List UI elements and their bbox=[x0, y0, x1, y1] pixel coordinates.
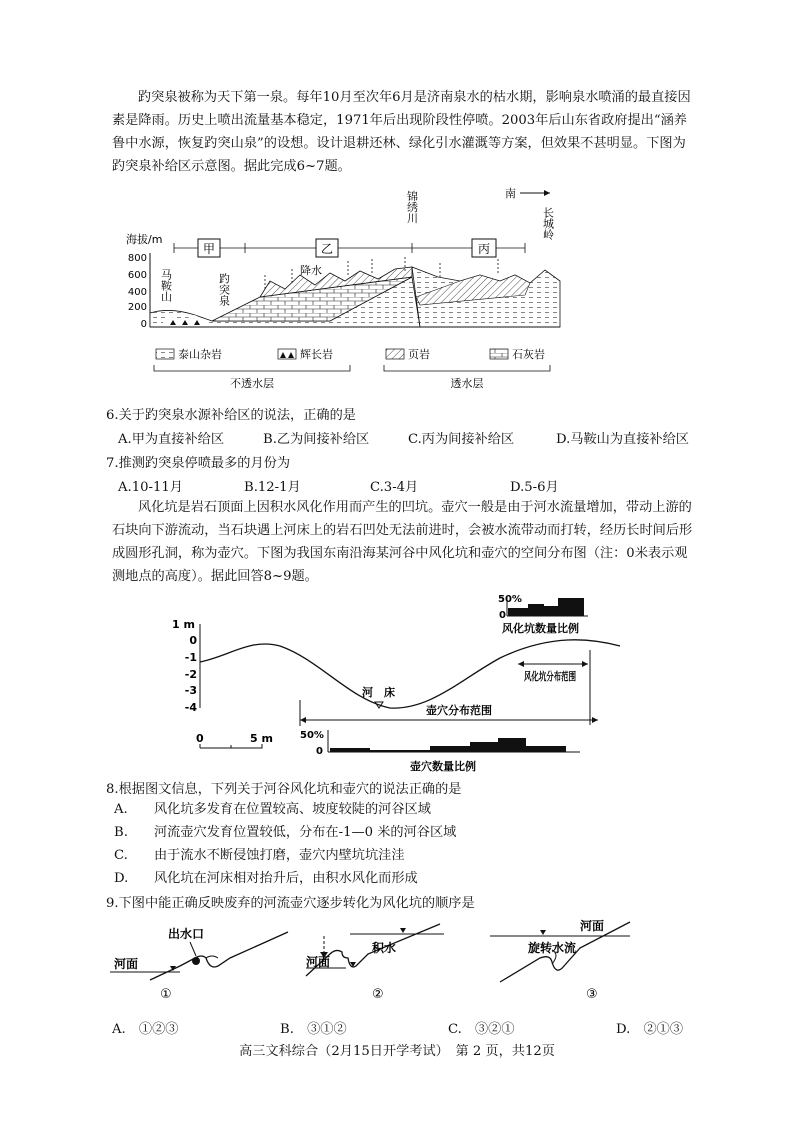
q7-option-d[interactable]: D.5-6月 bbox=[510, 480, 559, 495]
legend-permeable: 透水层 bbox=[450, 377, 484, 390]
legend-taishan: 泰山杂岩 bbox=[178, 348, 222, 361]
zero-top: 0 bbox=[499, 610, 506, 621]
q6-option-c[interactable]: C.丙为间接补给区 bbox=[408, 432, 515, 447]
water-surface-label-2: 河面 bbox=[306, 955, 331, 969]
rain-label: 降水 bbox=[300, 264, 322, 277]
pond-label: 积水 bbox=[372, 941, 397, 955]
y-axis-label: 海拔/m bbox=[126, 233, 163, 246]
q9-stem: 9.下图中能正确反映废弃的河流壶穴逐步转化为风化坑的顺序是 bbox=[106, 896, 475, 911]
passage-2: 风化坑是岩石顶面上因积水风化作用而产生的凹坑。壶穴一般是由于河水流量增加，带动上游的石块向下游流动，当石块遇上河床上的岩石凹处无法前进时，会被水流带动而打转，经历长时间后形成圆形孔洞，称为壶穴。下图为我国东南沿海某河谷中风化坑和壶穴的空间分布图（注：0米表示观测地点的高度）。据此回答8~9题。 bbox=[112, 500, 693, 584]
pit-ratio-title: 风化坑数量比例 bbox=[502, 622, 579, 635]
q7-option-c[interactable]: C.3-4月 bbox=[370, 480, 419, 495]
scale-five: 5 m bbox=[250, 732, 273, 745]
zone-yi: 乙 bbox=[320, 242, 334, 256]
q8-option-a[interactable] bbox=[114, 798, 456, 821]
figure-1-spring-recharge bbox=[120, 185, 570, 397]
pct-top: 50% bbox=[498, 594, 522, 605]
legend-limestone: 石灰岩 bbox=[512, 348, 545, 361]
y-unit: 1 m bbox=[172, 618, 195, 631]
figure-3-pothole-sequence bbox=[110, 914, 670, 1004]
tick: -1 bbox=[184, 651, 197, 664]
legend-gabbro: 辉长岩 bbox=[300, 348, 333, 361]
water-surface-label-3: 河面 bbox=[580, 919, 605, 933]
riverbed-label: 河 床 bbox=[362, 686, 395, 699]
panel-number-1: ① bbox=[160, 987, 172, 1002]
option-text: 由于流水不断侵蚀打磨，壶穴内壁坑坑洼洼 bbox=[154, 848, 405, 863]
tick: -2 bbox=[184, 668, 197, 681]
pothole-ratio-title: 壶穴数量比例 bbox=[410, 760, 476, 773]
q7-option-a[interactable]: A.10-11月 bbox=[118, 480, 183, 495]
q8-stem: 8.根据图文信息，下列关于河谷风化坑和壶穴的说法正确的是 bbox=[106, 782, 462, 797]
tick: -3 bbox=[184, 684, 197, 697]
zero-bot: 0 bbox=[316, 746, 323, 757]
spring-label: 趵突泉 bbox=[217, 273, 231, 306]
tick: -4 bbox=[184, 701, 197, 714]
pit-range-label: 风化坑分布范围 bbox=[524, 670, 601, 683]
tick: 200 bbox=[127, 302, 147, 313]
option-text: 河流壶穴发育位置较低，分布在-1—0 米的河谷区域 bbox=[154, 825, 457, 840]
pothole-range-label: 壶穴分布范围 bbox=[426, 704, 492, 717]
page-footer: 高三文科综合（2月15日开学考试） 第 2 页，共12页 bbox=[239, 1044, 555, 1059]
outlet-label: 出水口 bbox=[168, 927, 205, 941]
tick: 0 bbox=[140, 319, 147, 330]
option-text: 风化坑在河床相对抬升后，由积水风化而形成 bbox=[154, 871, 418, 886]
panel-number-2: ② bbox=[372, 987, 384, 1002]
tick: 400 bbox=[127, 287, 147, 298]
option-letter: C. bbox=[114, 848, 128, 863]
q9-option-d[interactable]: D. ②①③ bbox=[616, 1022, 684, 1037]
zone-jia: 甲 bbox=[202, 242, 216, 256]
legend-impermeable: 不透水层 bbox=[230, 377, 274, 390]
q6-stem: 6.关于趵突泉水源补给区的说法，正确的是 bbox=[106, 408, 356, 423]
q9-option-c[interactable]: C. ③②① bbox=[448, 1022, 515, 1037]
water-surface-label-1: 河面 bbox=[114, 957, 139, 971]
figure-2-valley-profile bbox=[170, 590, 640, 775]
legend-shale: 页岩 bbox=[408, 348, 430, 361]
zone-bing: 丙 bbox=[477, 242, 491, 256]
tick: 600 bbox=[127, 270, 147, 281]
mountain-label: 马鞍山 bbox=[159, 269, 173, 302]
q7-option-b[interactable]: B.12-1月 bbox=[244, 480, 301, 495]
q8-option-c[interactable] bbox=[114, 844, 456, 867]
option-letter: B. bbox=[114, 825, 128, 840]
q6-option-a[interactable]: A.甲为直接补给区 bbox=[118, 432, 225, 447]
q6-option-b[interactable]: B.乙为间接补给区 bbox=[263, 432, 370, 447]
q7-stem: 7.推测趵突泉停喷最多的月份为 bbox=[106, 456, 291, 471]
passage-1: 趵突泉被称为天下第一泉。每年10月至次年6月是济南泉水的枯水期，影响泉水喷涌的最直接因素是降雨。历史上喷出流量基本稳定，1971年后出现阶段性停喷。2003年后山东省政府提出“涵养鲁中水源，恢复趵突山泉”的设想。设计退耕还林、绿化引水灌溉等方案，但效果不甚明显。下图为趵突泉补给区示意图。据此完成6~7题。 bbox=[112, 90, 691, 174]
pct-bot: 50% bbox=[300, 730, 324, 741]
river-label: 锦绣川 bbox=[405, 190, 419, 224]
q9-option-a[interactable]: A. ①②③ bbox=[112, 1022, 179, 1037]
tick: 800 bbox=[127, 253, 147, 264]
option-letter: A. bbox=[114, 802, 128, 817]
panel-number-3: ③ bbox=[586, 987, 598, 1002]
tick: 0 bbox=[189, 634, 197, 647]
q9-option-b[interactable]: B. ③①② bbox=[280, 1022, 347, 1037]
scale-zero: 0 bbox=[196, 732, 204, 745]
q8-option-b[interactable] bbox=[114, 821, 456, 844]
ridge-label: 长城岭 bbox=[541, 207, 555, 240]
q6-option-d[interactable]: D.马鞍山为直接补给区 bbox=[556, 432, 689, 447]
south-label: 南 bbox=[505, 187, 516, 200]
vortex-label: 旋转水流 bbox=[528, 941, 577, 955]
option-text: 风化坑多发育在位置较高、坡度较陡的河谷区域 bbox=[154, 802, 431, 817]
option-letter: D. bbox=[114, 871, 129, 886]
q8-option-d[interactable] bbox=[114, 867, 456, 890]
